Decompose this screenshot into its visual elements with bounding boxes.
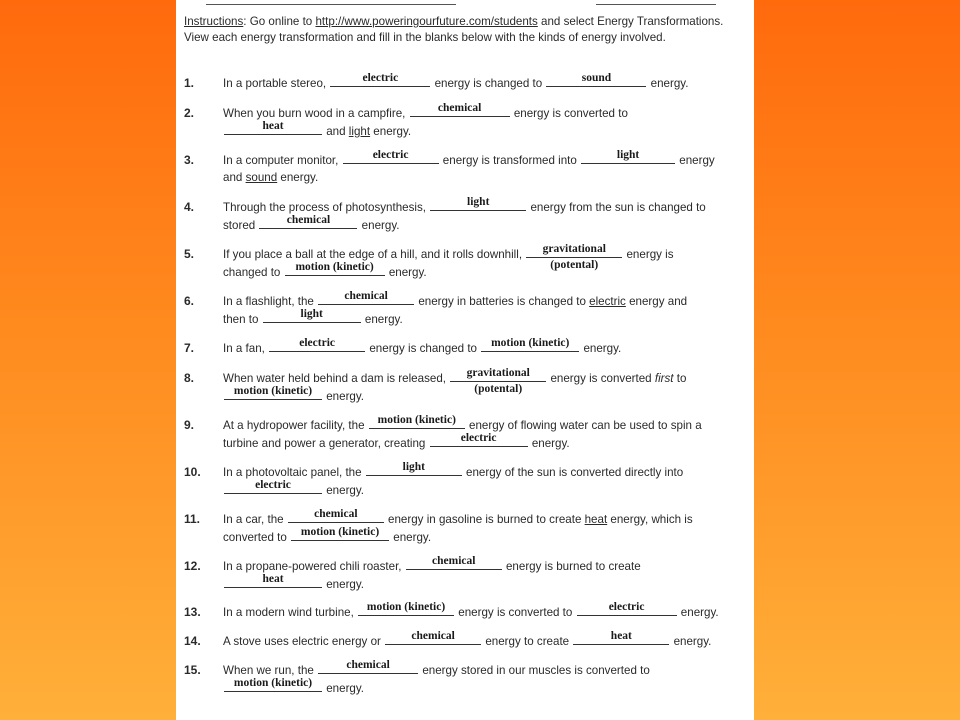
answer-text: chemical bbox=[437, 102, 482, 114]
answer-blank[interactable] bbox=[285, 263, 385, 276]
answer-text: gravitational bbox=[542, 243, 606, 255]
instructions-text-pre: : Go online to bbox=[243, 15, 316, 28]
answer-text: electric bbox=[299, 337, 335, 349]
question-number: 10. bbox=[184, 465, 201, 479]
answer-blank[interactable] bbox=[385, 632, 481, 645]
question-text: energy and bbox=[625, 295, 688, 308]
answer-text: light bbox=[467, 196, 490, 208]
question-text: energy. bbox=[323, 390, 365, 403]
question-text: energy. bbox=[390, 531, 432, 544]
question-text: energy, which is bbox=[607, 513, 693, 526]
answer-text: electric bbox=[460, 432, 497, 444]
question-text: In a computer monitor, bbox=[223, 154, 342, 167]
question-text: energy. bbox=[323, 578, 365, 591]
answer-blank[interactable] bbox=[369, 416, 465, 429]
answer-text: heat bbox=[262, 120, 284, 132]
question-underlined: electric bbox=[589, 295, 626, 308]
answer-blank[interactable] bbox=[224, 387, 322, 400]
answer-text: electric bbox=[255, 479, 291, 491]
answer-blank[interactable] bbox=[573, 632, 669, 645]
answer-blank[interactable] bbox=[358, 603, 454, 616]
question-number: 4. bbox=[184, 200, 195, 214]
question-text: energy. bbox=[528, 437, 570, 450]
question-text: When water held behind a dam is released, bbox=[223, 372, 450, 385]
answer-text: electric bbox=[362, 72, 399, 84]
question-text: energy to create bbox=[482, 635, 573, 648]
instructions bbox=[184, 14, 740, 45]
question-number: 5. bbox=[184, 247, 195, 261]
question-text: energy is transformed into bbox=[439, 154, 581, 167]
question-number: 11. bbox=[184, 512, 201, 526]
instructions-text-post: and select Energy Transformations. View each energy transformation and fill in the blanks below with the kinds of energy involved. bbox=[184, 15, 724, 44]
question-text: energy. bbox=[580, 342, 622, 355]
question-number: 6. bbox=[184, 294, 195, 308]
answer-blank[interactable] bbox=[430, 198, 526, 211]
question-text: energy bbox=[676, 154, 715, 167]
answer-blank[interactable] bbox=[269, 339, 365, 352]
question-number: 7. bbox=[184, 341, 195, 355]
worksheet-page bbox=[176, 0, 754, 720]
question-text: In a fan, bbox=[223, 342, 269, 355]
answer-blank[interactable] bbox=[526, 243, 622, 271]
answer-text: electric bbox=[608, 601, 645, 613]
answer-text: light bbox=[300, 308, 323, 320]
question-text: energy of flowing water can be used to spin a bbox=[465, 419, 702, 432]
question-number: 1. bbox=[184, 76, 195, 90]
answer-text: motion (kinetic) bbox=[295, 261, 374, 273]
question-text: energy. bbox=[647, 77, 689, 90]
answer-blank[interactable] bbox=[343, 151, 439, 164]
question-text: energy. bbox=[670, 635, 712, 648]
question-underlined: light bbox=[348, 125, 371, 138]
answer-blank[interactable] bbox=[318, 292, 414, 305]
question-text: energy is converted to bbox=[455, 606, 576, 619]
question-text: energy. bbox=[361, 313, 403, 326]
answer-blank[interactable] bbox=[577, 603, 677, 616]
question-text: energy. bbox=[277, 171, 319, 184]
question-text: In a propane-powered chili roaster, bbox=[223, 560, 405, 573]
instructions-label: Instructions bbox=[184, 15, 244, 28]
question-text: energy. bbox=[370, 125, 412, 138]
answer-text-secondary: (potental) bbox=[474, 383, 523, 395]
answer-blank[interactable] bbox=[263, 310, 361, 323]
answer-text: light bbox=[616, 149, 640, 161]
question-text: stored bbox=[223, 219, 259, 232]
question-text: energy is burned to create bbox=[502, 560, 641, 573]
question-text: At a hydropower facility, the bbox=[223, 419, 368, 432]
question-number: 12. bbox=[184, 559, 201, 573]
question-text: When we run, the bbox=[223, 664, 318, 677]
question-number: 13. bbox=[184, 605, 201, 619]
answer-text: gravitational bbox=[466, 367, 530, 379]
answer-text: motion (kinetic) bbox=[233, 677, 313, 689]
answer-blank[interactable] bbox=[259, 216, 357, 229]
question-number: 2. bbox=[184, 106, 195, 120]
question-text: to bbox=[673, 372, 687, 385]
answer-text: light bbox=[402, 461, 425, 473]
question-number: 14. bbox=[184, 634, 201, 648]
question-text: A stove uses electric energy or bbox=[223, 635, 385, 648]
answer-blank[interactable] bbox=[224, 679, 322, 692]
answer-text: chemical bbox=[344, 290, 388, 302]
question-text: energy. bbox=[323, 682, 365, 695]
question-text: energy is converted to bbox=[510, 107, 628, 120]
answer-blank[interactable] bbox=[406, 557, 502, 570]
question-text: If you place a ball at the edge of a hill, and it rolls downhill, bbox=[223, 248, 526, 261]
answer-text: motion (kinetic) bbox=[491, 337, 570, 349]
instructions-link[interactable]: http://www.poweringourfuture.com/students bbox=[315, 15, 538, 28]
answer-text: sound bbox=[581, 72, 612, 84]
question-text: In a modern wind turbine, bbox=[223, 606, 358, 619]
question-text: When you burn wood in a campfire, bbox=[223, 107, 409, 120]
answer-blank[interactable] bbox=[366, 463, 462, 476]
answer-blank[interactable] bbox=[288, 510, 384, 523]
answer-blank[interactable] bbox=[291, 528, 389, 541]
answer-text: motion (kinetic) bbox=[300, 526, 380, 538]
answer-blank[interactable] bbox=[410, 104, 510, 117]
answer-blank[interactable] bbox=[450, 367, 546, 395]
question-text: energy. bbox=[358, 219, 400, 232]
answer-text: heat bbox=[262, 573, 284, 585]
answer-blank[interactable] bbox=[224, 122, 322, 135]
question-text: energy stored in our muscles is converted to bbox=[419, 664, 650, 677]
question-text: energy in batteries is changed to bbox=[415, 295, 590, 308]
question-text: energy. bbox=[323, 484, 365, 497]
answer-text: chemical bbox=[411, 630, 455, 642]
question-text: energy of the sun is converted directly into bbox=[462, 466, 684, 479]
answer-blank[interactable] bbox=[581, 151, 675, 164]
question-number: 15. bbox=[184, 663, 201, 677]
header-lines bbox=[176, 0, 754, 8]
question-italic: first bbox=[654, 372, 674, 385]
question-text: and bbox=[223, 171, 246, 184]
question-text: energy. bbox=[677, 606, 719, 619]
answer-blank[interactable] bbox=[481, 339, 579, 352]
question-text: Through the process of photosynthesis, bbox=[223, 201, 430, 214]
answer-blank[interactable] bbox=[330, 74, 430, 87]
question-text: In a photovoltaic panel, the bbox=[223, 466, 365, 479]
question-text: and bbox=[323, 125, 349, 138]
question-text: changed to bbox=[223, 266, 284, 279]
answer-text: electric bbox=[372, 149, 409, 161]
answer-text: motion (kinetic) bbox=[366, 601, 446, 613]
question-text: In a flashlight, the bbox=[223, 295, 318, 308]
question-number: 9. bbox=[184, 418, 195, 432]
question-text: converted to bbox=[223, 531, 291, 544]
answer-text: chemical bbox=[346, 659, 390, 671]
question-number: 8. bbox=[184, 371, 195, 385]
question-underlined: sound bbox=[245, 171, 278, 184]
answer-text-secondary: (potental) bbox=[550, 259, 599, 271]
question-underlined: heat bbox=[584, 513, 608, 526]
question-text: energy is bbox=[623, 248, 674, 261]
answer-blank[interactable] bbox=[430, 434, 528, 447]
answer-text: chemical bbox=[314, 508, 358, 520]
answer-blank[interactable] bbox=[224, 481, 322, 494]
answer-blank[interactable] bbox=[318, 661, 418, 674]
question-text: In a car, the bbox=[223, 513, 287, 526]
question-text: turbine and power a generator, creating bbox=[223, 437, 429, 450]
question-text: energy. bbox=[385, 266, 427, 279]
answer-text: chemical bbox=[286, 214, 331, 226]
question-text: energy is converted bbox=[547, 372, 655, 385]
question-text: energy in gasoline is burned to create bbox=[384, 513, 585, 526]
answer-text: chemical bbox=[432, 555, 476, 567]
answer-text: motion (kinetic) bbox=[233, 385, 313, 397]
answer-blank[interactable] bbox=[224, 575, 322, 588]
question-text: energy is changed to bbox=[431, 77, 546, 90]
answer-text: motion (kinetic) bbox=[377, 414, 456, 426]
question-number: 3. bbox=[184, 153, 195, 167]
question-text: then to bbox=[223, 313, 262, 326]
question-text: In a portable stereo, bbox=[223, 77, 330, 90]
question-text: energy is changed to bbox=[366, 342, 481, 355]
answer-blank[interactable] bbox=[546, 74, 646, 87]
answer-text: heat bbox=[610, 630, 632, 642]
question-text: energy from the sun is changed to bbox=[527, 201, 706, 214]
